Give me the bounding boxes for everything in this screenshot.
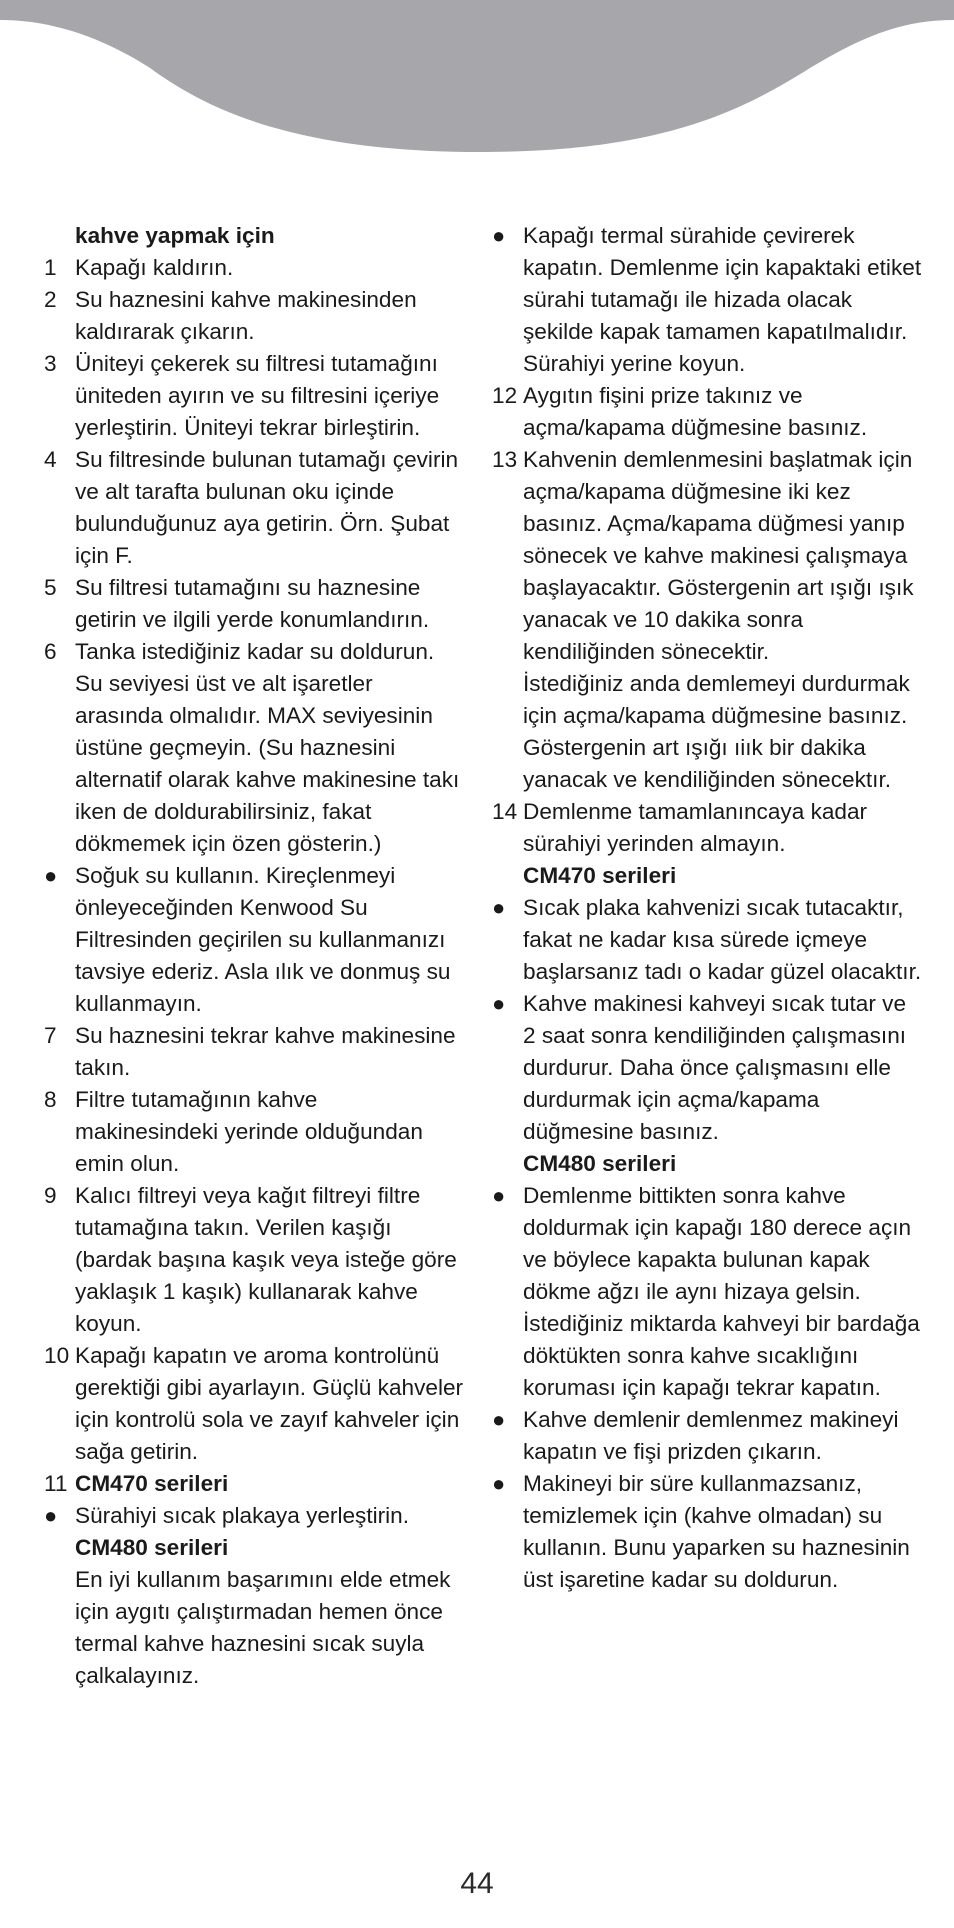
step-number: 9 xyxy=(44,1183,57,1208)
item-text: Aygıtın fişini prize takınız ve açma/kapama düğmesine basınız. xyxy=(523,383,868,440)
step-number: 11 xyxy=(44,1471,68,1496)
bullet-icon: ● xyxy=(492,991,506,1016)
bullet-icon: ● xyxy=(44,863,58,888)
numbered-step xyxy=(44,636,464,860)
numbered-step xyxy=(44,252,464,284)
paragraph: İstediğiniz anda demlemeyi durdurmak için açma/kapama düğmesine basınız. Göstergenin art ışığı ıiık bir dakika yanacak ve kendiliğinden sönecektır. xyxy=(523,671,910,792)
numbered-step xyxy=(44,284,464,348)
bullet-icon: ● xyxy=(492,895,506,920)
item-text: Soğuk su kullanın. Kireçlenmeyi önleyeceğinden Kenwood Su Filtresinden geçirilen su kullanmanızı tavsiye ederiz. Asla ılık ve donmuş su kullanmayın. xyxy=(75,863,451,1016)
item-text: Su filtresi tutamağını su haznesine getirin ve ilgili yerde konumlandırın. xyxy=(75,575,430,632)
step-number: 4 xyxy=(44,447,57,472)
item-text: Demlenme bittikten sonra kahve doldurmak için kapağı 180 derece açın ve böylece kapakta bulunan kapak dökme ağzı ile aynı hizaya gelsin. İstediğiniz miktarda kahveyi bir bardağa döktükten sonra kahve sıcaklığını koruması için kapağı tekrar kapatın. xyxy=(523,1183,920,1400)
step-number: 1 xyxy=(44,255,57,280)
item-text: Kapağı termal sürahide çevirerek kapatın. Demlenme için kapaktaki etiket sürahi tutamağı ile hizada olacak şekilde kapak tamamen kapatılmalıdır. Sürahiyi yerine koyun. xyxy=(523,223,922,376)
numbered-step xyxy=(44,348,464,444)
bullet-item xyxy=(44,1500,464,1532)
item-text: Sıcak plaka kahvenizi sıcak tutacaktır, fakat ne kadar kısa sürede içmeye başlarsanız tadı o kadar güzel olacaktır. xyxy=(523,895,922,984)
item-text: Su filtresinde bulunan tutamağı çevirin ve alt tarafta bulunan oku içinde bulunduğunuz aya getirin. Örn. Şubat için F. xyxy=(75,447,459,568)
numbered-step xyxy=(44,1340,464,1468)
page-number: 44 xyxy=(460,1867,494,1900)
item-text: Sürahiyi sıcak plakaya yerleştirin. xyxy=(75,1503,410,1528)
step-number: 13 xyxy=(492,447,518,472)
item-text: Kahve makinesi kahveyi sıcak tutar ve 2 saat sonra kendiliğinden çalışmasını durdurur. Daha önce çalışmasını elle durdurmak için açma/kapama düğmesine basınız. xyxy=(523,991,907,1144)
bullet-item xyxy=(492,892,922,988)
bullet-item xyxy=(44,860,464,1020)
item-text: Kalıcı filtreyi veya kağıt filtreyi filtre tutamağına takın. Verilen kaşığı (bardak başına kaşık veya isteğe göre yaklaşık 1 kaşık) kullanarak kahve koyun. xyxy=(75,1183,457,1336)
bullet-icon: ● xyxy=(44,1503,58,1528)
numbered-step xyxy=(44,1468,464,1500)
numbered-step xyxy=(492,444,922,668)
left-column xyxy=(44,220,464,1692)
step-number: 14 xyxy=(492,799,518,824)
bullet-item xyxy=(492,220,922,380)
numbered-step xyxy=(44,444,464,572)
numbered-step xyxy=(492,380,922,444)
right-column xyxy=(492,220,922,1596)
bullet-icon: ● xyxy=(492,223,506,248)
item-text: Üniteyi çekerek su filtresi tutamağını üniteden ayırın ve su filtresini içeriye yerleştirin. Üniteyi tekrar birleştirin. xyxy=(75,351,440,440)
item-text: Su haznesini kahve makinesinden kaldırarak çıkarın. xyxy=(75,287,417,344)
step-number: 8 xyxy=(44,1087,57,1112)
item-text: Su haznesini tekrar kahve makinesine takın. xyxy=(75,1023,456,1080)
bullet-item xyxy=(492,1404,922,1468)
bullet-icon: ● xyxy=(492,1183,506,1208)
item-text: Kahvenin demlenmesini başlatmak için açma/kapama düğmesine iki kez basınız. Açma/kapama düğmesi yanıp sönecek ve kahve makinesi çalışmaya başlayacaktır. Göstergenin art ışığı ışık yanacak ve 10 dakika sonra kendiliğinden sönecektir. xyxy=(523,447,914,664)
subheading: CM480 serileri xyxy=(523,1151,677,1176)
item-text: Makineyi bir süre kullanmazsanız, temizlemek için (kahve olmadan) su kullanın. Bunu yaparken su haznesinin üst işaretine kadar su doldurun. xyxy=(523,1471,910,1592)
subheading: kahve yapmak için xyxy=(75,223,275,248)
numbered-step xyxy=(492,796,922,860)
step-number: 10 xyxy=(44,1343,70,1368)
item-text: Demlenme tamamlanıncaya kadar sürahiyi yerinden almayın. xyxy=(523,799,868,856)
subheading: CM470 serileri xyxy=(523,863,677,888)
numbered-step xyxy=(44,1020,464,1084)
numbered-step xyxy=(44,1084,464,1180)
subheading: CM480 serileri xyxy=(75,1535,229,1560)
bullet-item xyxy=(492,1180,922,1404)
header-wave-decoration xyxy=(0,0,954,160)
step-number: 7 xyxy=(44,1023,57,1048)
paragraph: En iyi kullanım başarımını elde etmek için aygıtı çalıştırmadan hemen önce termal kahve haznesini sıcak suyla çalkalayınız. xyxy=(75,1567,451,1688)
bullet-icon: ● xyxy=(492,1471,506,1496)
numbered-step xyxy=(44,572,464,636)
numbered-step xyxy=(44,1180,464,1340)
bullet-icon: ● xyxy=(492,1407,506,1432)
step-number: 12 xyxy=(492,383,518,408)
item-text: Kapağı kaldırın. xyxy=(75,255,234,280)
item-text: Kahve demlenir demlenmez makineyi kapatın ve fişi prizden çıkarın. xyxy=(523,1407,899,1464)
bullet-item xyxy=(492,1468,922,1596)
bullet-item xyxy=(492,988,922,1148)
item-text: Filtre tutamağının kahve makinesindeki yerinde olduğundan emin olun. xyxy=(75,1087,423,1176)
step-number: 6 xyxy=(44,639,57,664)
step-number: 2 xyxy=(44,287,57,312)
item-text: CM470 serileri xyxy=(75,1471,229,1496)
step-number: 3 xyxy=(44,351,57,376)
item-text: Tanka istediğiniz kadar su doldurun. Su seviyesi üst ve alt işaretler arasında olmalıdır. MAX seviyesinin üstüne geçmeyin. (Su haznesini alternatif olarak kahve makinesine takı iken de doldurabilirsiniz, fakat dökmemek için özen gösterin.) xyxy=(75,639,460,856)
item-text: Kapağı kapatın ve aroma kontrolünü gerektiği gibi ayarlayın. Güçlü kahveler için kontrolü sola ve zayıf kahveler için sağa getirin. xyxy=(75,1343,464,1464)
step-number: 5 xyxy=(44,575,57,600)
